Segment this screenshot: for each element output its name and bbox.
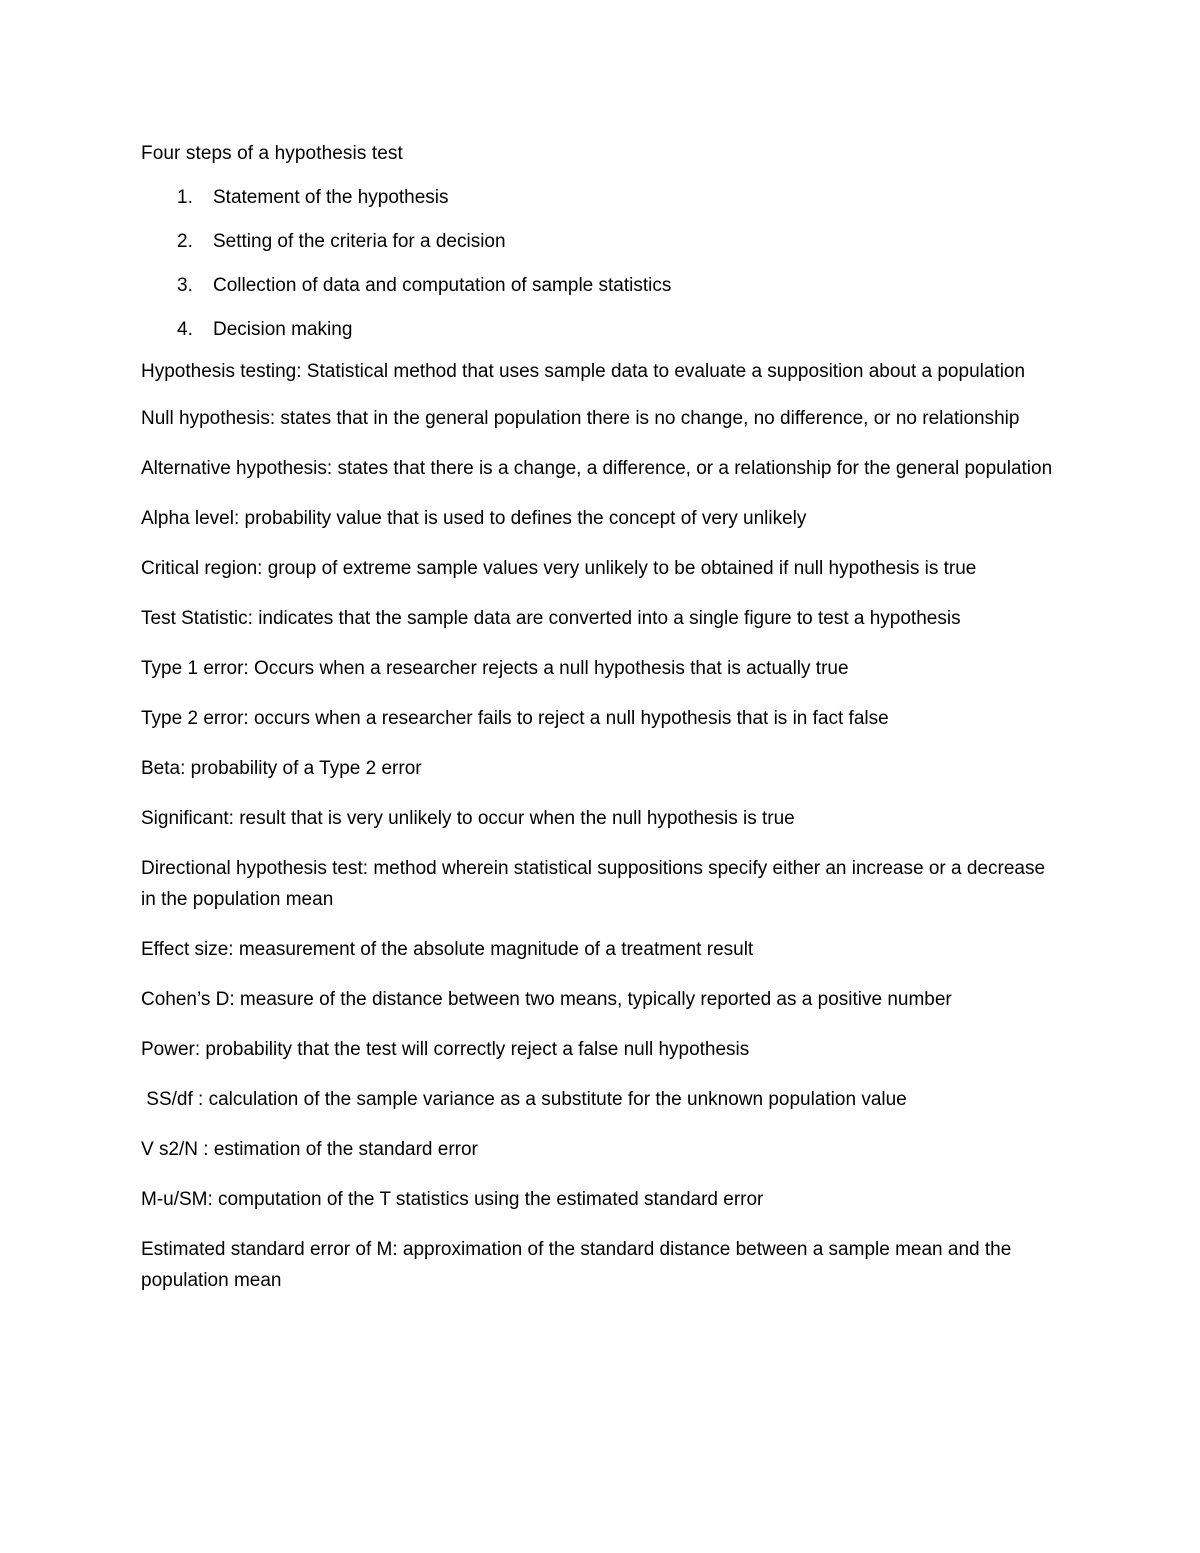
list-number: 1. (177, 187, 193, 208)
list-number: 2. (177, 231, 193, 252)
intro-paragraph: Hypothesis testing: Statistical method that uses sample data to evaluate a supposition about a population (141, 361, 1026, 382)
list-text: Decision making (213, 319, 353, 340)
list-text: Statement of the hypothesis (213, 187, 449, 208)
list-item (141, 317, 1061, 343)
definition-paragraph: Alpha level: probability value that is used to defines the concept of very unlikely (141, 508, 807, 529)
definition-paragraph: Alternative hypothesis: states that there is a change, a difference, or a relationship for the general population (141, 458, 1053, 479)
definition-paragraph: Significant: result that is very unlikely to occur when the null hypothesis is true (141, 808, 795, 829)
definition-paragraph: V s2/N : estimation of the standard error (141, 1139, 478, 1160)
list-item (141, 185, 1061, 211)
definition-paragraph: Estimated standard error of M: approximation of the standard distance between a sample mean and the population mean (141, 1239, 1012, 1291)
definition-paragraph: Critical region: group of extreme sample values very unlikely to be obtained if null hypothesis is true (141, 558, 977, 579)
list-text: Setting of the criteria for a decision (213, 231, 506, 252)
list-item (141, 229, 1061, 255)
definition-paragraph: Type 2 error: occurs when a researcher fails to reject a null hypothesis that is in fact false (141, 708, 889, 729)
definition-paragraph: Test Statistic: indicates that the sample data are converted into a single figure to test a hypothesis (141, 608, 961, 629)
definition-paragraph: Effect size: measurement of the absolute magnitude of a treatment result (141, 939, 754, 960)
definition-paragraph: SS/df : calculation of the sample variance as a substitute for the unknown population value (141, 1089, 907, 1110)
steps-list (141, 185, 1061, 343)
definition-paragraph: Power: probability that the test will correctly reject a false null hypothesis (141, 1039, 750, 1060)
definition-paragraph: Type 1 error: Occurs when a researcher rejects a null hypothesis that is actually true (141, 658, 849, 679)
list-text: Collection of data and computation of sample statistics (213, 275, 672, 296)
document-body (141, 141, 1061, 1315)
definition-paragraph: Cohen’s D: measure of the distance between two means, typically reported as a positive number (141, 989, 952, 1010)
list-number: 4. (177, 319, 193, 340)
section-heading: Four steps of a hypothesis test (141, 143, 403, 164)
definition-paragraph: M-u/SM: computation of the T statistics using the estimated standard error (141, 1189, 764, 1210)
definition-paragraph: Directional hypothesis test: method wherein statistical suppositions specify either an increase or a decrease in the population mean (141, 858, 1046, 910)
list-number: 3. (177, 275, 193, 296)
list-item (141, 273, 1061, 299)
definition-paragraph: Beta: probability of a Type 2 error (141, 758, 422, 779)
definition-paragraph: Null hypothesis: states that in the general population there is no change, no difference, or no relationship (141, 408, 1020, 429)
